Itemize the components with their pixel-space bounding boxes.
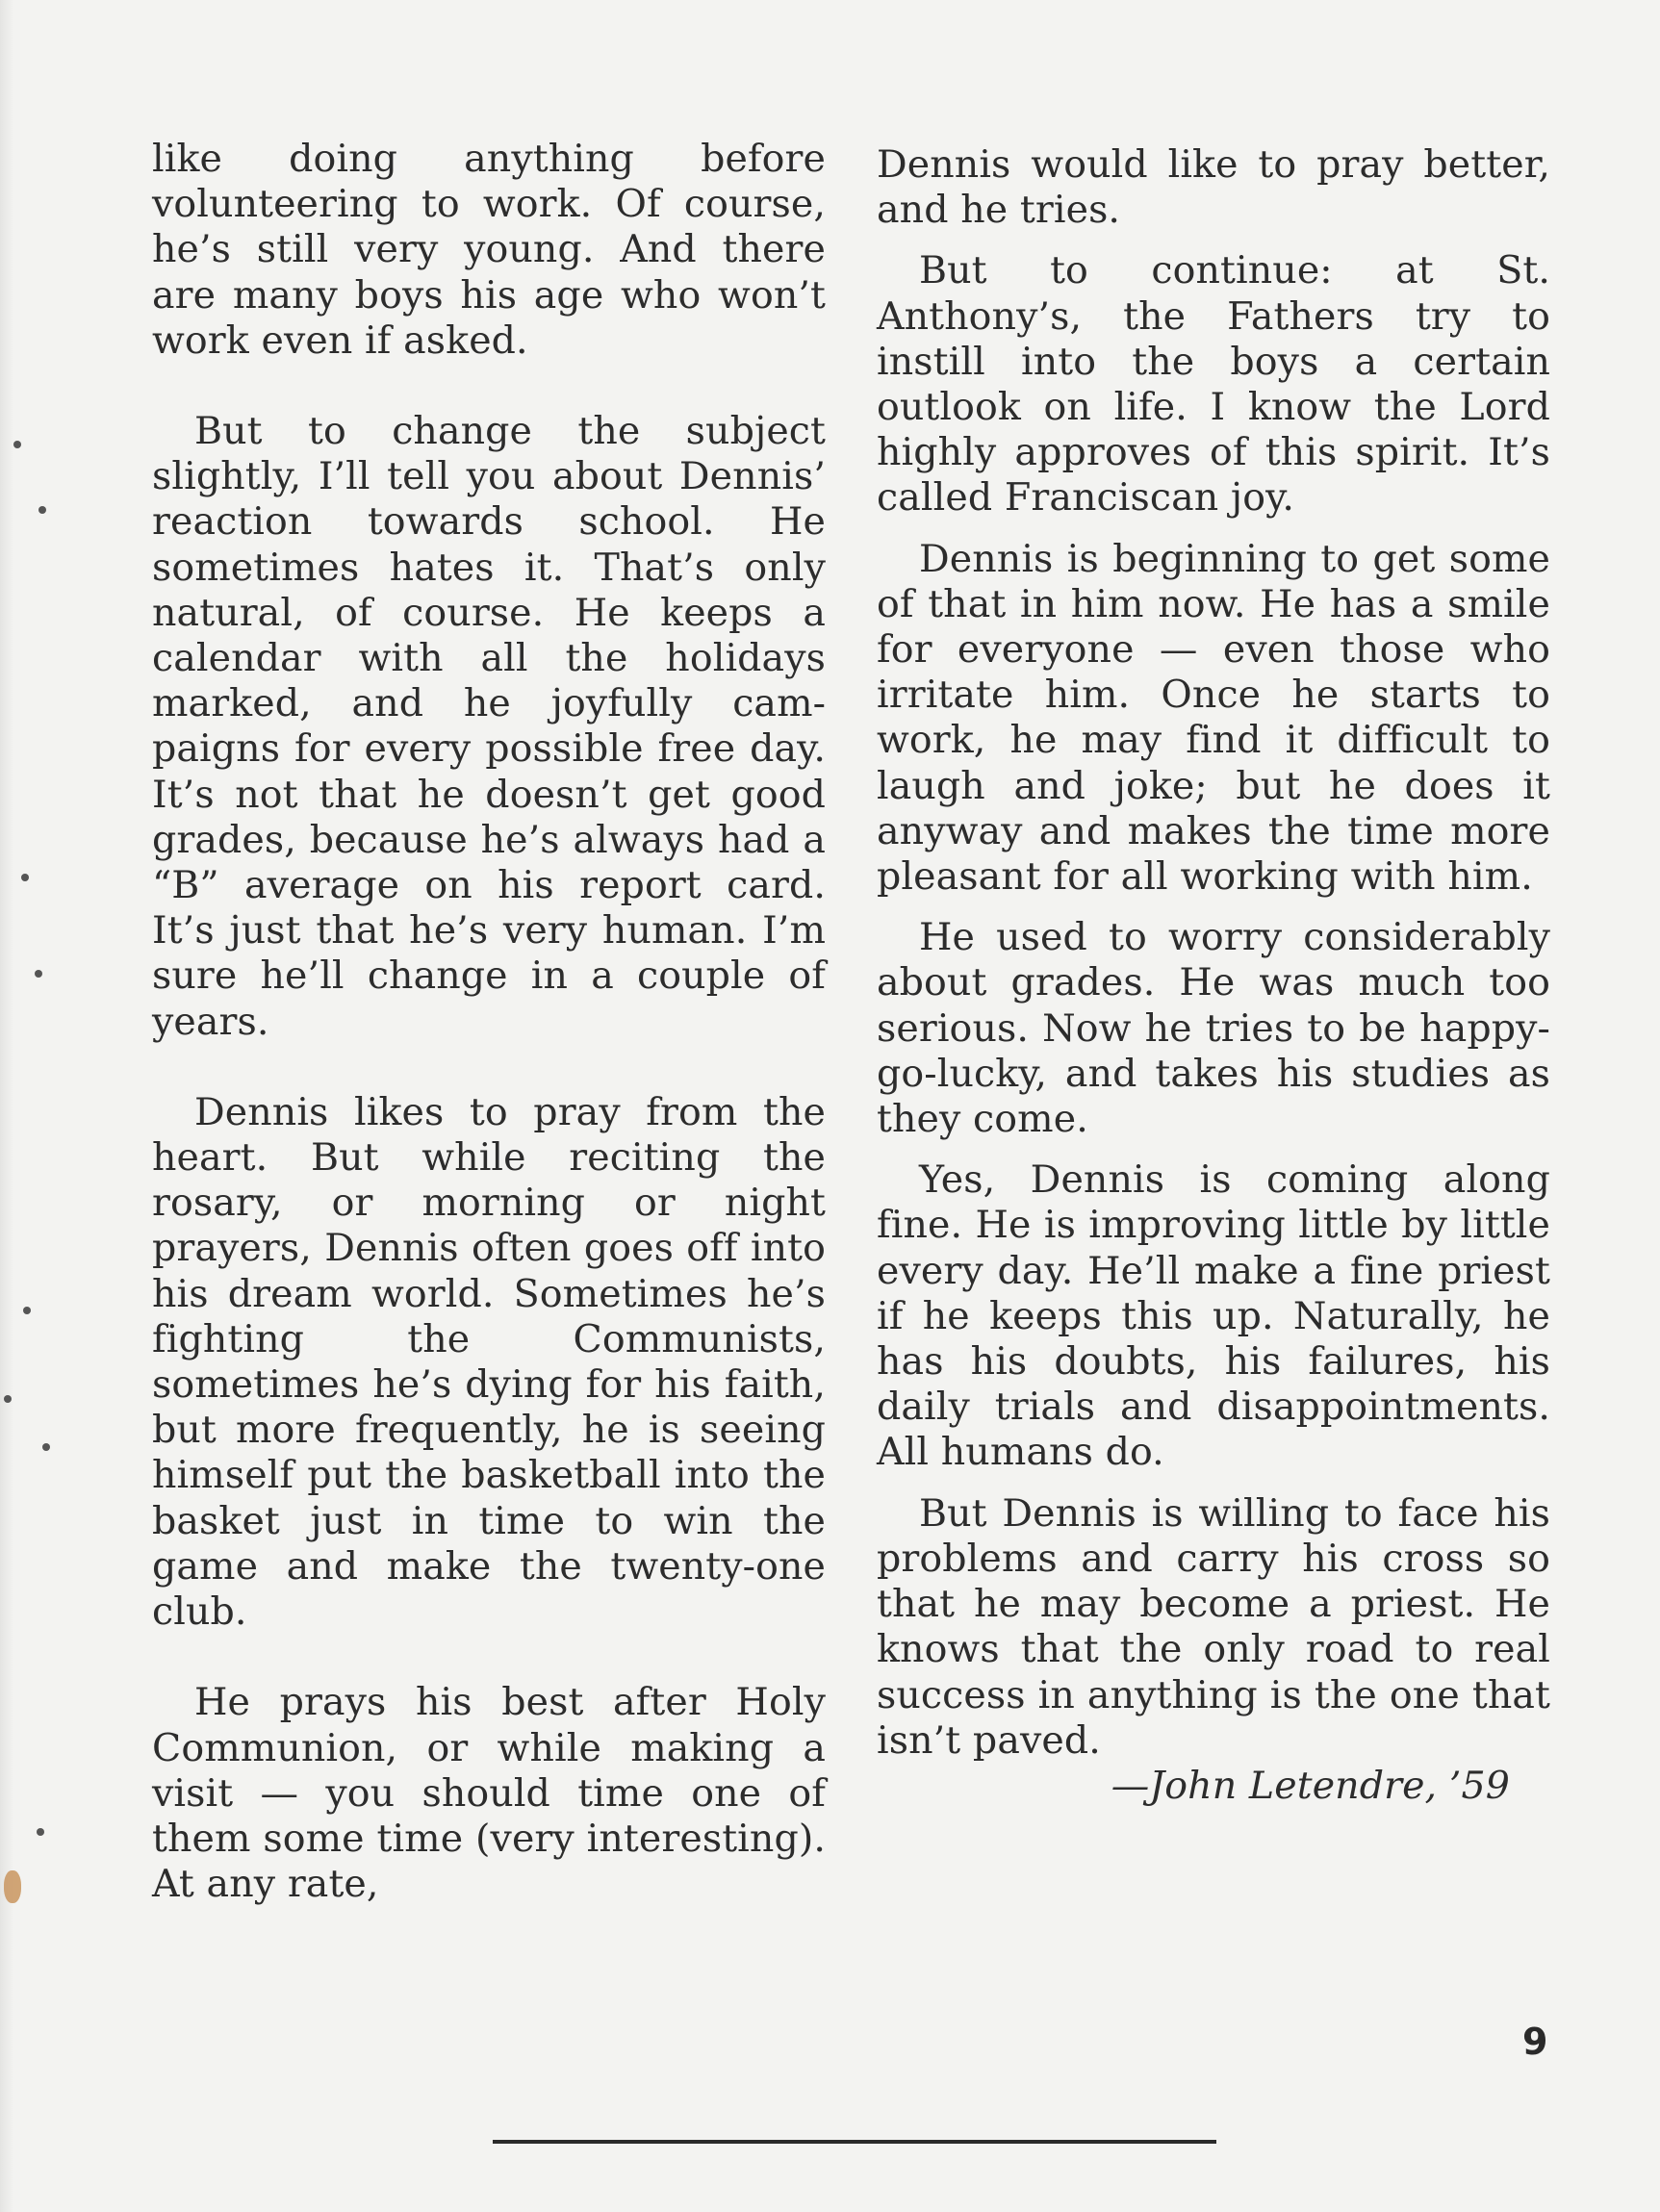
- binding-hole: [4, 1395, 12, 1403]
- author-signature: —John Letendre, ’59: [1111, 1763, 1510, 1808]
- paragraph: He used to worry considerably about grades. He was much too serious. Now he tries to be happy-go-lucky, and takes his studies as they come.: [877, 915, 1550, 1142]
- binding-hole: [37, 1828, 44, 1836]
- binding-hole: [38, 506, 46, 514]
- binding-hole: [23, 1307, 31, 1314]
- binding-hole: [35, 970, 42, 978]
- paragraph: Dennis is beginning to get some of that in him now. He has a smile for everyone — even those who irritate him. Once he starts to work, he may find it difficult to laugh and joke; but he does it anyway and makes the time more pleasant for all working with him.: [877, 536, 1550, 900]
- paragraph: like doing anything before volunteering to work. Of course, he’s still very young. And there are many boys his age who won’t work even if asked.: [152, 137, 826, 363]
- binding-hole: [13, 441, 21, 448]
- binding-hole: [42, 1443, 50, 1451]
- page-number: 9: [1522, 2021, 1548, 2063]
- paragraph: Dennis likes to pray from the heart. But while reciting the rosary, or morning or night prayers, Dennis often goes off into his dream world. Sometimes he’s fighting the Communists, sometimes he’s dying for his faith, but more frequently, he is seeing himself put the basketball into the basket just in time to win the game and make the twenty-one club.: [152, 1089, 826, 1635]
- page-stain: [4, 1870, 21, 1903]
- paragraph: But to change the subject slightly, I’ll tell you about Dennis’ reaction towards school. He sometimes hates it. That’s only natural, of course. He keeps a calendar with all the holidays marked, and he joyfully campaigns for every possible free day. It’s not that he doesn’t get good grades, because he’s always had a “B” average on his report card. It’s just that he’s very human. I’m sure he’ll change in a couple of years.: [152, 409, 826, 1044]
- left-column: [152, 137, 826, 1952]
- right-column: [877, 142, 1550, 1809]
- paragraph: He prays his best after Holy Communion, or while making a visit — you should time one of them some time (very interesting). At any rate,: [152, 1680, 826, 1907]
- paragraph: Dennis would like to pray better, and he tries.: [877, 142, 1550, 233]
- paragraph: But to continue: at St. Anthony’s, the Fathers try to instill into the boys a certain outlook on life. I know the Lord highly approves of this spirit. It’s called Franciscan joy.: [877, 248, 1550, 521]
- paragraph: But Dennis is willing to face his problems and carry his cross so that he may become a priest. He knows that the only road to real success in anything is the one that isn’t paved.: [877, 1490, 1550, 1763]
- paragraph: Yes, Dennis is coming along fine. He is improving little by little every day. He’ll make a fine priest if he keeps this up. Naturally, he has his doubts, his failures, his daily trials and disappointments. All humans do.: [877, 1157, 1550, 1475]
- horizontal-rule: [493, 2140, 1216, 2144]
- binding-hole: [21, 874, 29, 881]
